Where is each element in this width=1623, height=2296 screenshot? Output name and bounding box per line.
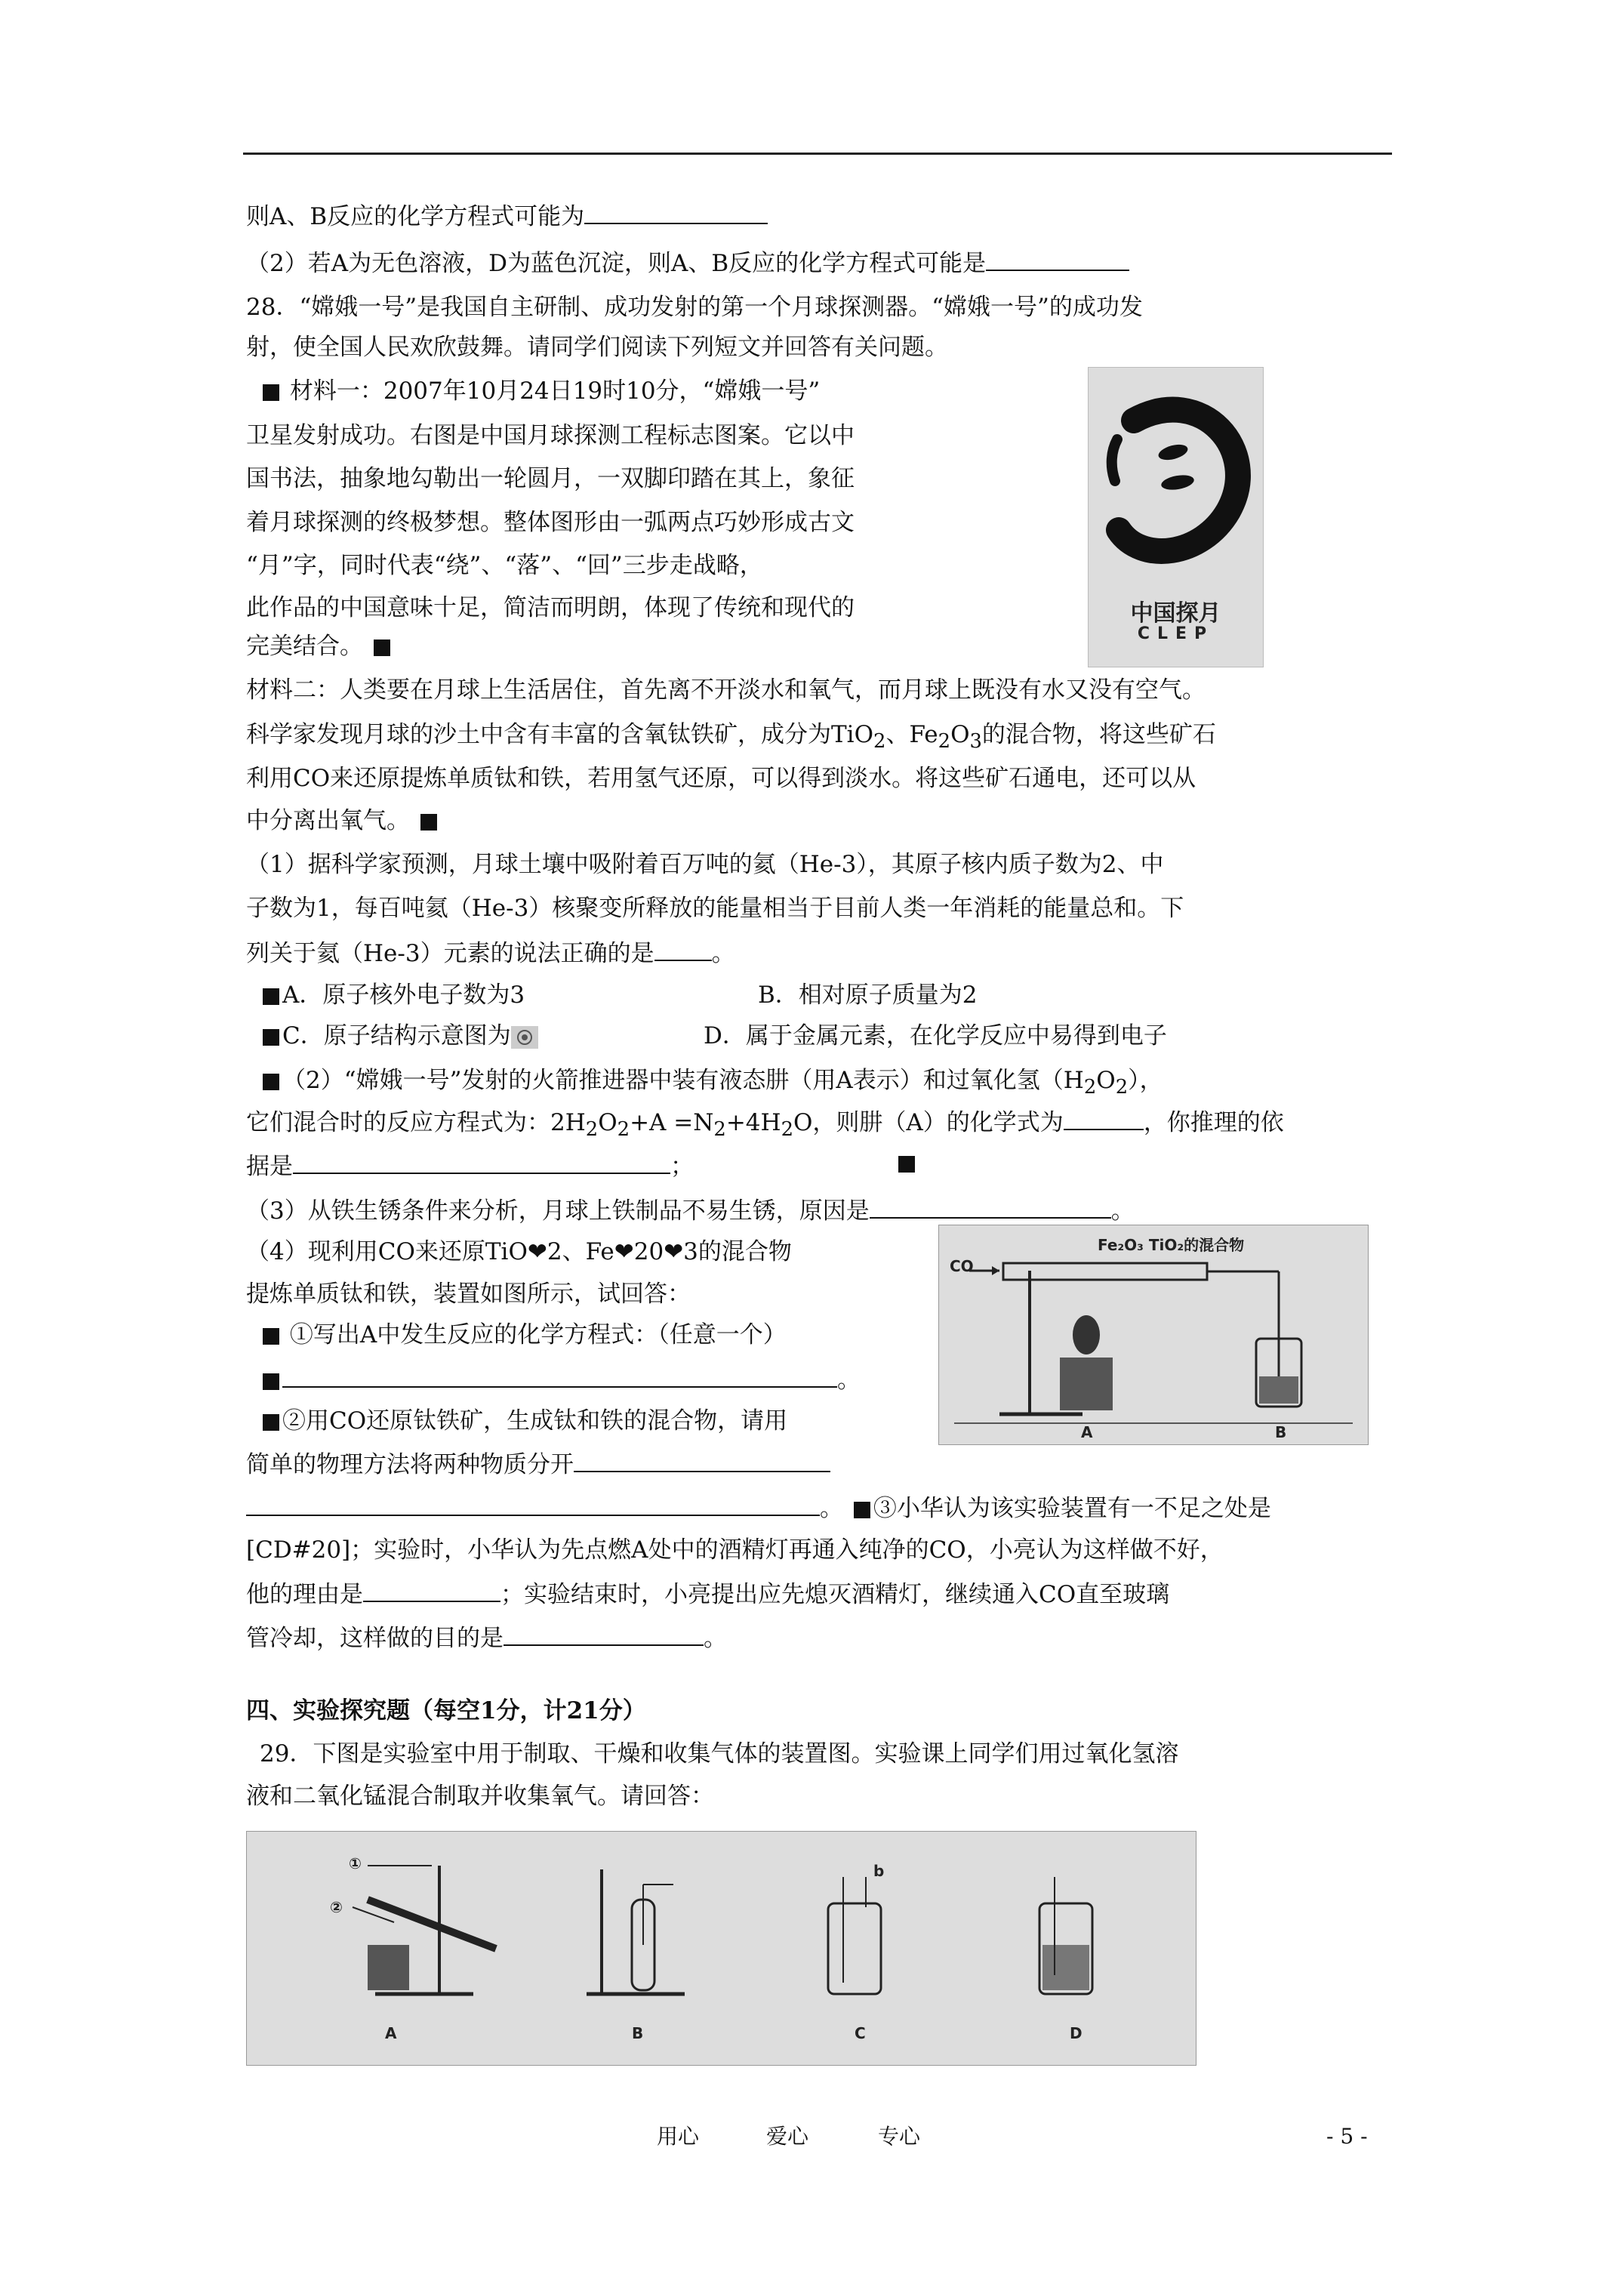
text: 据是 [246, 1153, 293, 1180]
header-rule [243, 153, 1392, 155]
text: 3的混合物 [683, 1238, 792, 1265]
logo-brand-cn: 中国探月 [1130, 600, 1221, 627]
answer-blank[interactable] [584, 200, 768, 224]
text: O [950, 721, 970, 748]
section-4-heading: 四、实验探究题（每空1分，计21分） [246, 1697, 646, 1724]
square-mark [374, 639, 390, 656]
material2-line1: 材料二：人类要在月球上生活居住，首先离不开淡水和氧气，而月球上既没有水又没有空气。 [246, 676, 1206, 704]
square-mark [263, 988, 279, 1005]
q4-line7 [246, 1492, 1271, 1524]
material1-line6: 此作品的中国意味十足，简洁而明朗，体现了传统和现代的 [246, 594, 855, 621]
text: 。 [704, 1625, 727, 1652]
subscript: 2 [1083, 1076, 1097, 1099]
page-number: - 5 - [1326, 2124, 1368, 2149]
line-q28-intro: 28．“嫦娥一号”是我国自主研制、成功发射的第一个月球探测器。“嫦娥一号”的成功发 [246, 294, 1143, 321]
q29-line2: 液和二氧化锰混合制取并收集氧气。请回答： [246, 1783, 714, 1810]
q3-line [246, 1194, 1135, 1226]
q4-line6 [246, 1448, 830, 1480]
apparatus-figure-gas-collection [246, 1831, 1196, 2066]
fig-label-a: A [1081, 1423, 1093, 1441]
text: 、Fe [885, 721, 938, 748]
text: ；实验结束时，小亮提出应先熄灭酒精灯，继续通入CO直至玻璃 [500, 1581, 1170, 1608]
subscript: 2 [585, 1118, 599, 1142]
fig-label-a: A [385, 2024, 397, 2042]
fig-co-label: CO [950, 1257, 974, 1275]
q4-line4 [260, 1364, 861, 1395]
fig-label-d: D [1070, 2024, 1083, 2042]
material1-line4: 着月球探测的终极梦想。整体图形由一弧两点巧妙形成古文 [246, 509, 855, 536]
fig-label-1: ① [349, 1854, 362, 1872]
material1-line1 [260, 376, 820, 406]
answer-blank[interactable] [1064, 1106, 1144, 1130]
subscript: 2 [938, 730, 951, 754]
text: ③小华认为该实验装置有一不足之处是 [873, 1495, 1271, 1522]
material1-line7 [246, 631, 393, 661]
text: 材料一：2007年10月24日19时10分，“嫦娥一号” [289, 378, 821, 405]
text: 则A、B反应的化学方程式可能为 [246, 203, 585, 230]
text: ②用CO还原钛铁矿，生成钛和铁的混合物，请用 [282, 1407, 788, 1435]
subscript: 2 [713, 1118, 726, 1142]
square-mark [420, 814, 437, 831]
text: 。 [837, 1367, 861, 1394]
square-mark [263, 1074, 279, 1090]
footer-word-3: 专心 [878, 2124, 921, 2149]
text: （4）现利用CO来还原TiO [246, 1238, 528, 1265]
answer-blank[interactable] [574, 1448, 830, 1472]
line-q27-answer [246, 200, 768, 232]
q2-line2: 它们混合时的反应方程式为：$2H_2O_2+A =N_2+4H_2O$，则肼（A）的化学式为 ，你推理的依 [246, 1106, 1284, 1145]
answer-blank[interactable] [654, 937, 712, 961]
subscript: 2 [617, 1118, 630, 1142]
heart-icon: ❤ [527, 1238, 547, 1265]
option-d[interactable]: D．属于金属元素，在化学反应中易得到电子 [704, 1022, 1167, 1049]
text: ； [670, 1153, 694, 1180]
logo-brand-en: CLEP [1137, 624, 1215, 643]
q2-line3 [246, 1150, 694, 1182]
material2-line3: 利用CO来还原提炼单质钛和铁，若用氢气还原，可以得到淡水。将这些矿石通电，还可以从 [246, 765, 1196, 792]
footer-word-1: 用心 [657, 2124, 700, 2149]
q1-line1: （1）据科学家预测，月球土壤中吸附着百万吨的氦（He-3），其原子核内质子数为2、中 [246, 851, 1164, 878]
option-b[interactable]: B．相对原子质量为2 [758, 982, 978, 1009]
text: （2）“嫦娥一号”发射的火箭推进器中装有液态肼（用A表示）和过氧化氢（H [282, 1067, 1084, 1094]
q4-line5 [260, 1406, 787, 1436]
q4-line8: [CD#20]；实验时，小华认为先点燃A处中的酒精灯再通入纯净的CO，小亮认为这样做不好， [246, 1536, 1224, 1564]
answer-blank[interactable] [363, 1578, 500, 1602]
fig-title: Fe₂O₃ TiO₂的混合物 [1098, 1236, 1245, 1254]
fig-label-2: ② [330, 1898, 343, 1916]
heart-icon: ❤ [664, 1238, 684, 1265]
clep-logo-image [1088, 367, 1264, 667]
answer-blank[interactable] [246, 1492, 820, 1516]
text: 2、Fe [547, 1238, 614, 1265]
text: 20 [633, 1238, 664, 1265]
atom-structure-icon [511, 1026, 538, 1049]
q1-options-ab [260, 980, 978, 1010]
text: O，则肼（A）的化学式为 [793, 1109, 1064, 1136]
answer-blank[interactable] [293, 1150, 670, 1174]
square-mark [898, 1156, 915, 1173]
text: +A =N [630, 1109, 714, 1136]
text: 中分离出氧气。 [246, 807, 410, 834]
text: ，你推理的依 [1143, 1109, 1284, 1136]
heart-icon: ❤ [614, 1238, 634, 1265]
moon-logo-icon [1089, 368, 1263, 594]
material2-line2 [246, 720, 1216, 757]
q1-line3 [246, 937, 735, 969]
text: （3）从铁生锈条件来分析，月球上铁制品不易生锈，原因是 [246, 1197, 870, 1225]
square-mark [263, 1328, 279, 1345]
subscript: 3 [969, 730, 982, 754]
fig-label-c-b: b [873, 1862, 885, 1880]
q4-line3 [260, 1320, 787, 1350]
text: 完美结合。 [246, 633, 363, 660]
fig-label-c: C [855, 2024, 866, 2042]
subscript: 2 [781, 1118, 793, 1142]
fig-label-b: B [632, 2024, 644, 2042]
q1-line2: 子数为1，每百吨氦（He-3）核聚变所释放的能量相当于目前人类一年消耗的能量总和。下 [246, 895, 1184, 922]
material1-line2: 卫星发射成功。右图是中国月球探测工程标志图案。它以中 [246, 422, 855, 449]
q4-line10 [246, 1622, 727, 1653]
text: 他的理由是 [246, 1581, 363, 1608]
text: 。 [820, 1495, 843, 1522]
option-c[interactable]: C．原子结构示意图为 [282, 1022, 511, 1049]
square-mark [263, 1373, 279, 1390]
line-q28-intro-2: 射，使全国人民欢欣鼓舞。请同学们阅读下列短文并回答有关问题。 [246, 334, 948, 361]
text: +4H [725, 1109, 781, 1136]
text: 科学家发现月球的沙土中含有丰富的含氧钛铁矿，成分为TiO [246, 721, 874, 748]
answer-blank[interactable] [282, 1364, 837, 1388]
material2-line4 [246, 806, 440, 836]
q4-line9 [246, 1578, 1169, 1610]
text: 简单的物理方法将两种物质分开 [246, 1451, 574, 1478]
apparatus-figure-co-reduction [938, 1225, 1369, 1445]
material1-line3: 国书法，抽象地勾勒出一轮圆月，一双脚印踏在其上，象征 [246, 465, 855, 492]
material1-line5: “月”字，同时代表“绕”、“落”、“回”三步走战略， [246, 552, 763, 579]
subscript: 2 [1115, 1076, 1129, 1099]
q2-line1: （2）“嫦娥一号”发射的火箭推进器中装有液态肼（用A表示）和过氧化氢$(H_2O_2)$， [260, 1065, 1163, 1102]
fig-label-b: B [1275, 1423, 1287, 1441]
q4-line1 [246, 1237, 792, 1267]
text: 。 [711, 940, 735, 967]
q1-options-cd [260, 1021, 1167, 1051]
answer-blank[interactable] [870, 1194, 1111, 1219]
text: 管冷却，这样做的目的是 [246, 1625, 504, 1652]
text: （2）若A为无色溶液，D为蓝色沉淀，则A、B反应的化学方程式可能是 [246, 250, 987, 277]
text: 列关于氦（He-3）元素的说法正确的是 [246, 940, 654, 967]
option-a[interactable]: A．原子核外电子数为3 [282, 982, 525, 1009]
square-mark [854, 1502, 870, 1518]
text: ①写出A中发生反应的化学方程式：（任意一个） [289, 1321, 787, 1348]
subscript: 2 [873, 730, 886, 754]
apparatus-drawing-icon [939, 1225, 1368, 1444]
answer-blank[interactable] [986, 247, 1129, 271]
text: 它们混合时的反应方程式为：2H [246, 1109, 586, 1136]
q29-line1: 29．下图是实验室中用于制取、干燥和收集气体的装置图。实验课上同学们用过氧化氢溶 [260, 1740, 1179, 1767]
line-q27-2 [246, 247, 1129, 279]
square-mark [263, 384, 279, 401]
q4-line2: 提炼单质钛和铁，装置如图所示，试回答： [246, 1281, 691, 1308]
text: ）， [1128, 1067, 1163, 1094]
square-mark [263, 1029, 279, 1046]
square-mark [263, 1414, 279, 1431]
answer-blank[interactable] [504, 1622, 704, 1646]
footer-word-2: 爱心 [766, 2124, 809, 2149]
text: 的混合物，将这些矿石 [981, 721, 1216, 748]
text: 。 [1110, 1197, 1135, 1225]
